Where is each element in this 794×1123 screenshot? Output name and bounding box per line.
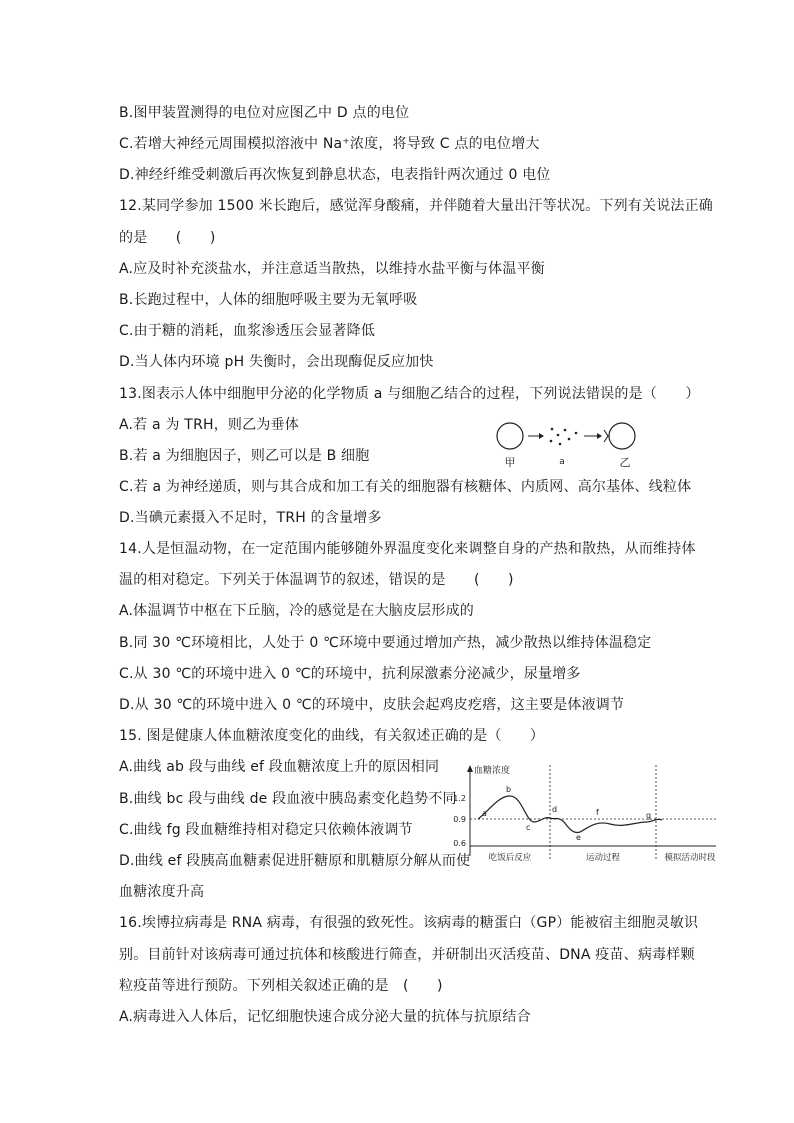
- q11-option-b: B.图甲装置测得的电位对应图乙中 D 点的电位: [119, 105, 410, 121]
- q14-option-b: B.同 30 ℃环境相比，人处于 0 ℃环境中要通过增加产热，减少散热以维持体温稳定: [119, 635, 652, 651]
- receptor-shape: [604, 430, 608, 442]
- q13-stem: 13.图表示人体中细胞甲分泌的化学物质 a 与细胞乙结合的过程，下列说法错误的是（ ）: [119, 386, 700, 402]
- y-tick-0.6: 0.6: [453, 839, 466, 848]
- glucose-curve: [478, 796, 662, 833]
- q15-option-d-line1: D.曲线 ef 段胰高血糖素促进肝糖原和肌糖原分解从而使: [119, 853, 471, 869]
- y-tick-1.2: 1.2: [453, 794, 466, 803]
- q11-option-d: D.神经纤维受刺激后再次恢复到静息状态，电表指针两次通过 0 电位: [119, 167, 551, 183]
- q16-stem-line3: 粒疫苗等进行预防。下列相关叙述正确的是 ( ): [119, 978, 443, 994]
- q13-option-a: A.若 a 为 TRH，则乙为垂体: [119, 417, 299, 433]
- cell-yi-label: 乙: [619, 456, 631, 469]
- y-axis-label: 血糖浓度: [474, 766, 511, 776]
- q14-option-a: A.体温调节中枢在下丘脑，冷的感觉是在大脑皮层形成的: [119, 603, 474, 619]
- blood-glucose-chart: [440, 760, 730, 870]
- q15-option-b: B.曲线 bc 段与曲线 de 段血液中胰岛素变化趋势不同: [119, 791, 457, 807]
- q15-option-a: A.曲线 ab 段与曲线 ef 段血糖浓度上升的原因相同: [119, 759, 440, 775]
- q12-option-a: A.应及时补充淡盐水，并注意适当散热，以维持水盐平衡与体温平衡: [119, 261, 545, 277]
- q11-option-c: C.若增大神经元周围模拟溶液中 Na⁺浓度，将导致 C 点的电位增大: [119, 136, 540, 152]
- arrow-head-2: [597, 433, 602, 439]
- signal-a-label: a: [559, 457, 565, 467]
- q12-stem-line2: 的是 ( ): [119, 230, 216, 246]
- arrow-head-1: [539, 433, 544, 439]
- q16-stem-line2: 别。目前针对该病毒可通过抗体和核酸进行筛查，并研制出灭活疫苗、DNA 疫苗、病毒样颗: [119, 947, 695, 963]
- q15-option-c: C.曲线 fg 段血糖维持相对稳定只依赖体液调节: [119, 822, 413, 838]
- point-b-label: b: [506, 785, 512, 794]
- q14-stem-line2: 温的相对稳定。下列关于体温调节的叙述，错误的是 ( ): [119, 572, 514, 588]
- cell-jia-circle: [497, 423, 523, 449]
- q12-option-c: C.由于糖的消耗，血浆渗透压会显著降低: [119, 323, 376, 339]
- q14-option-c: C.从 30 ℃的环境中进入 0 ℃的环境中，抗利尿激素分泌减少，尿量增多: [119, 666, 581, 682]
- q16-option-a: A.病毒进入人体后，记忆细胞快速合成分泌大量的抗体与抗原结合: [119, 1009, 531, 1025]
- cell-jia-label: 甲: [504, 456, 516, 469]
- q13-option-b: B.若 a 为细胞因子，则乙可以是 B 细胞: [119, 448, 370, 464]
- q12-option-d: D.当人体内环境 pH 失衡时，会出现酶促反应加快: [119, 354, 434, 370]
- point-g-label: g: [646, 811, 652, 820]
- point-e-label: e: [576, 833, 581, 842]
- q13-option-c: C.若 a 为神经递质，则与其合成和加工有关的细胞器有核糖体、内质网、高尔基体、线粒体: [119, 479, 692, 495]
- q15-option-d-line2: 血糖浓度升高: [119, 884, 205, 900]
- point-d-label: d: [552, 805, 558, 814]
- q13-figure: [490, 418, 660, 470]
- q16-stem-line1: 16.埃博拉病毒是 RNA 病毒，有很强的致死性。该病毒的糖蛋白（GP）能被宿主细胞灵敏识: [119, 915, 699, 931]
- y-axis-arrow: [467, 765, 473, 772]
- point-a-label: a: [482, 809, 487, 818]
- q12-option-b: B.长跑过程中，人体的细胞呼吸主要为无氧呼吸: [119, 292, 418, 308]
- q14-stem-line1: 14.人是恒温动物，在一定范围内能够随外界温度变化来调整自身的产热和散热，从而维持体: [119, 541, 696, 557]
- y-tick-0.9: 0.9: [453, 815, 466, 824]
- signal-molecules: [550, 428, 578, 446]
- q13-option-d: D.当碘元素摄入不足时，TRH 的含量增多: [119, 510, 382, 526]
- q15-stem: 15. 图是健康人体血糖浓度变化的曲线，有关叙述正确的是（ ）: [119, 728, 545, 744]
- point-f-label: f: [596, 808, 599, 817]
- cell-yi-circle: [609, 423, 635, 449]
- point-c-label: c: [526, 823, 531, 832]
- segment-label-exercise: 运动过程: [585, 853, 621, 863]
- q12-stem-line1: 12.某同学参加 1500 米长跑后，感觉浑身酸痛，并伴随着大量出汗等状况。下列有关说法正确: [119, 198, 713, 214]
- segment-label-meal: 吃饭后反应: [488, 853, 532, 863]
- segment-label-simulated: 模拟活动时段: [664, 853, 716, 863]
- q14-option-d: D.从 30 ℃的环境中进入 0 ℃的环境中，皮肤会起鸡皮疙瘩，这主要是体液调节: [119, 697, 625, 713]
